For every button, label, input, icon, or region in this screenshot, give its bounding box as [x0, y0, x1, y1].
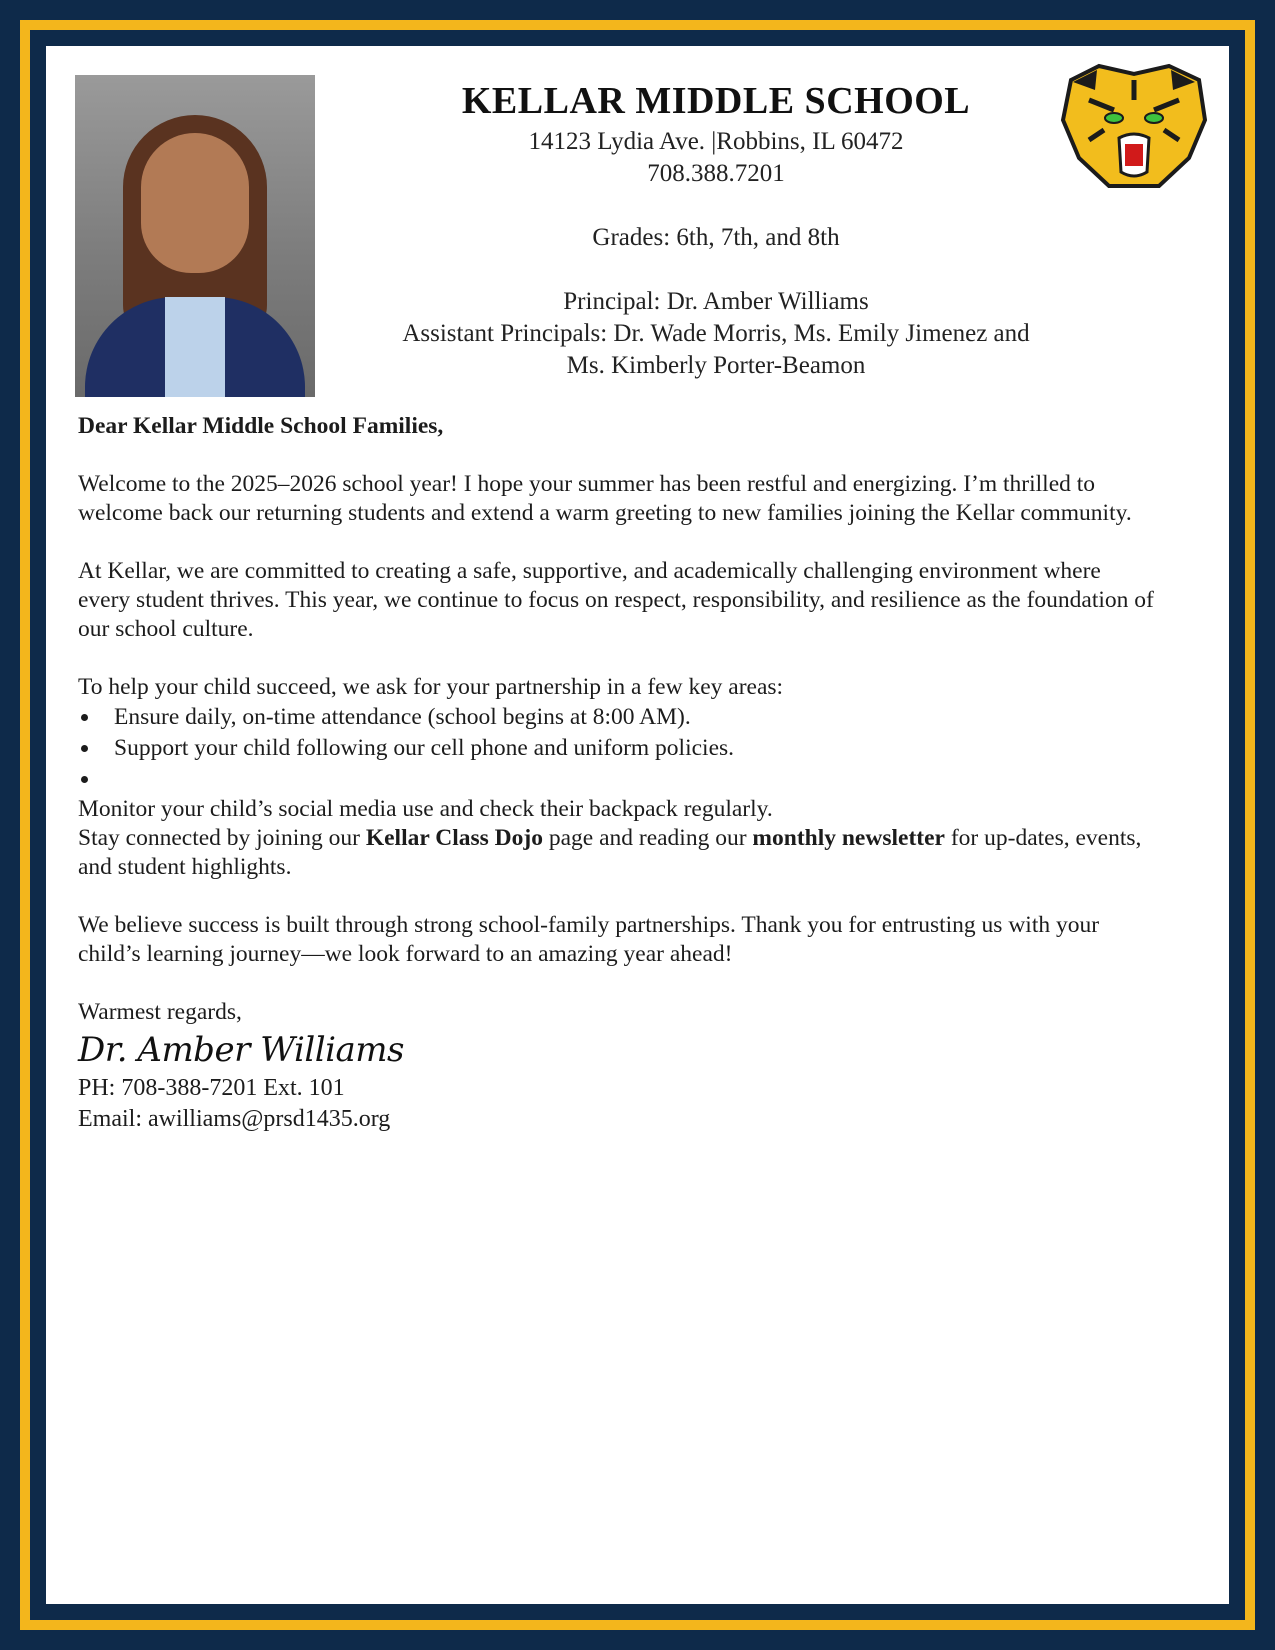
signature: Dr. Amber Williams	[78, 1030, 404, 1070]
school-header	[346, 76, 1086, 382]
welcome-paragraph: Welcome to the 2025–2026 school year! I hope your summer has been restful and energizing. I’m thrilled to welcome back our returning students and extend a warm greeting to new families joining the Kellar community.	[78, 471, 1132, 526]
principal-line: Principal: Dr. Amber Williams	[563, 288, 869, 315]
commitment-paragraph: At Kellar, we are committed to creating a safe, supportive, and academically challenging environment where every student thrives. This year, we continue to focus on respect, responsibility, and resilience as the foundation of our school culture.	[78, 558, 1154, 642]
partnership-list	[78, 702, 1158, 795]
contact-phone: PH: 708-388-7201 Ext. 101	[78, 1075, 345, 1101]
school-phone: 708.388.7201	[647, 160, 785, 187]
newsletter-text: monthly newsletter	[752, 825, 945, 851]
stay-connected-paragraph: Stay connected by joining our Kellar Class Dojo page and reading our monthly newsletter for up-dates, events, and student highlights.	[78, 825, 1142, 880]
list-item: Support your child following our cell phone and uniform policies.	[78, 733, 1158, 764]
letter-body	[78, 412, 1158, 1135]
list-item	[78, 764, 1158, 795]
list-item: Ensure daily, on-time attendance (school begins at 8:00 AM).	[78, 702, 1158, 733]
principal-photo	[75, 75, 315, 397]
letter-page	[46, 46, 1229, 1604]
partnership-intro: To help your child succeed, we ask for your partnership in a few key areas:	[78, 674, 784, 700]
salutation: Dear Kellar Middle School Families,	[78, 413, 444, 439]
closing-paragraph: We believe success is built through strong school-family partnerships. Thank you for entrusting us with your child’s learning journey—we look forward to an amazing year ahead!	[78, 912, 1100, 967]
school-name: KELLAR MIDDLE SCHOOL	[461, 80, 971, 122]
assistant-principals-line-2: Ms. Kimberly Porter-Beamon	[566, 352, 866, 379]
assistant-principals-line-1: Assistant Principals: Dr. Wade Morris, Ms. Emily Jimenez and	[402, 320, 1030, 347]
closing-phrase: Warmest regards,	[78, 999, 242, 1025]
contact-email: Email: awilliams@prsd1435.org	[78, 1106, 391, 1132]
class-dojo-text: Kellar Class Dojo	[365, 825, 543, 851]
grades-line: Grades: 6th, 7th, and 8th	[592, 224, 840, 251]
school-address: 14123 Lydia Ave. |Robbins, IL 60472	[528, 128, 904, 155]
monitor-line: Monitor your child’s social media use and check their backpack regularly.	[78, 796, 773, 822]
